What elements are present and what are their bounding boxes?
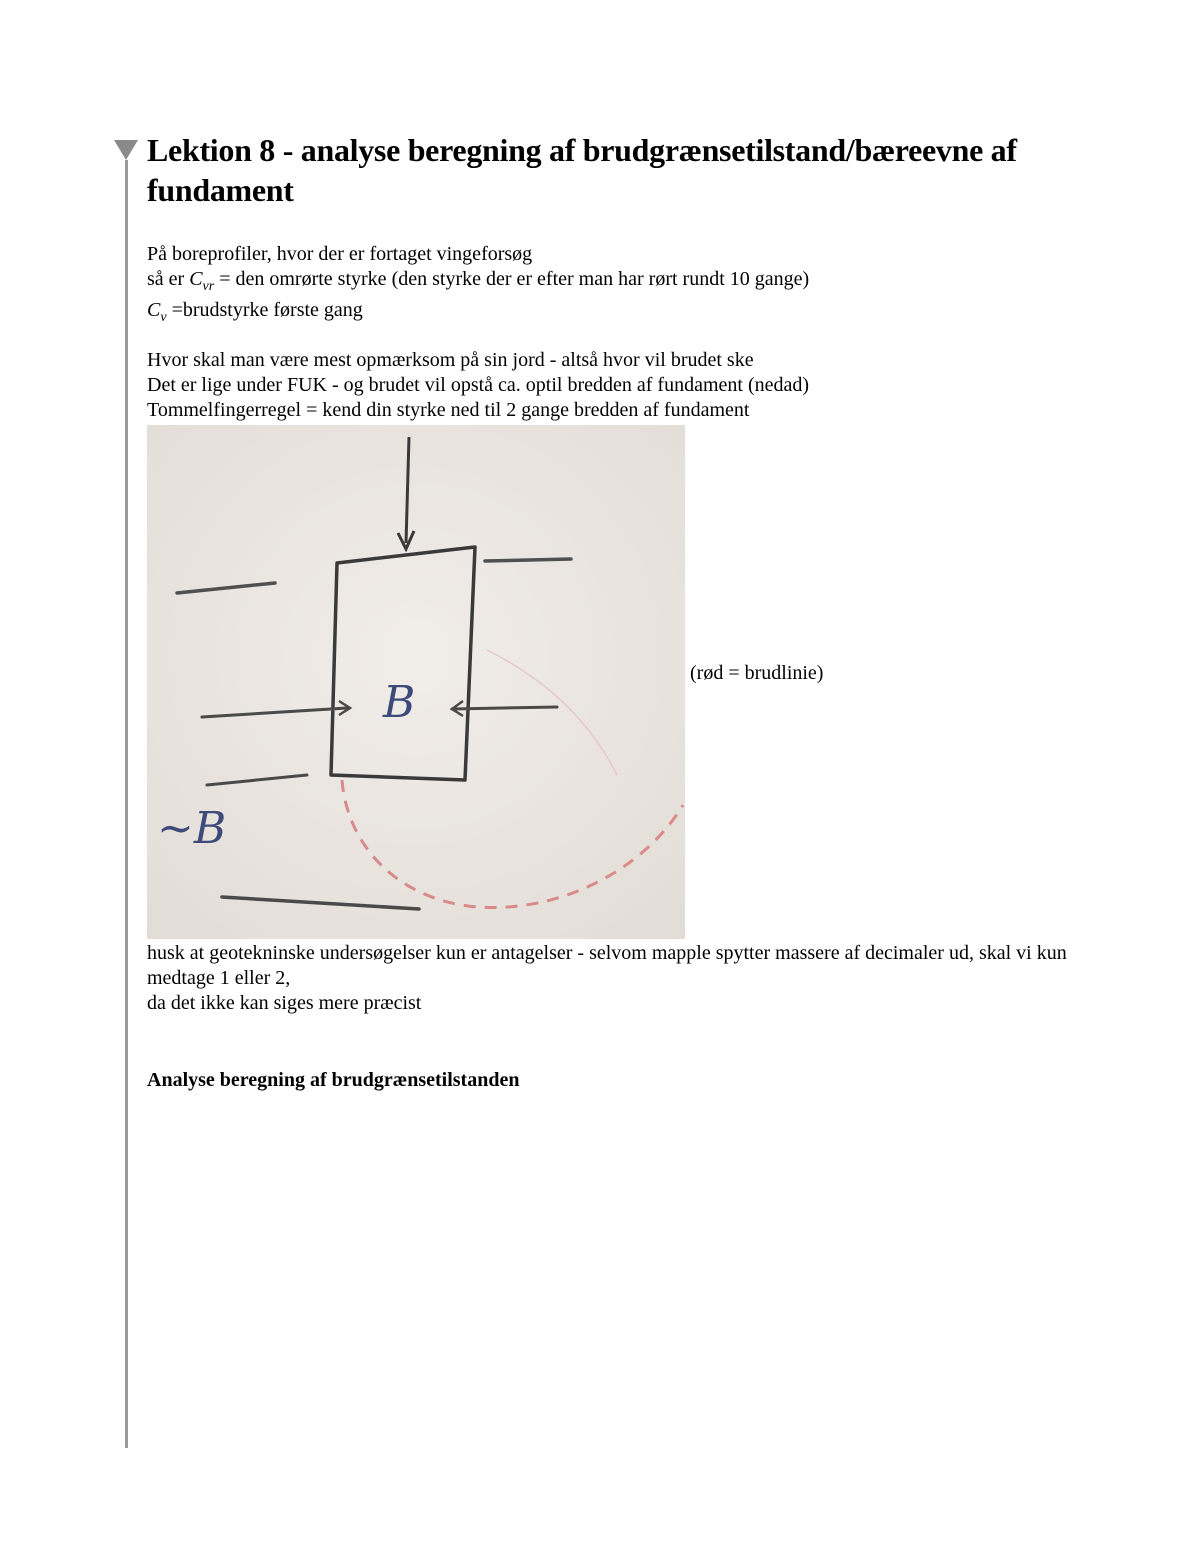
cv-letter: C [147,299,161,321]
notes-line-1: Hvor skal man være mest opmærksom på sin jord - altså hvor vil brudet ske [147,349,754,371]
figure-row [147,425,1107,941]
notes-line-3: Tommelfingerregel = kend din styrke ned til 2 gange bredden af fundament [147,399,750,421]
intro-line-1: På boreprofiler, hvor der er fortaget vingeforsøg [147,243,533,265]
remark-line-1: husk at geotekninske undersøgelser kun er antagelser - selvom mapple spytter massere af decimaler ud, skal vi kun medtage 1 eller 2, [147,942,1067,989]
intro-line-3 [147,292,1107,328]
subheading: Analyse beregning af brudgrænsetilstanden [147,1069,520,1091]
intro-paragraph [147,242,1107,328]
section-outline-bar [125,160,128,1448]
remark-line-2: da det ikke kan siges mere præcist [147,992,422,1014]
paper-background [147,425,685,939]
width-arrow-right [452,707,557,709]
terrain-line-right [485,559,571,561]
intro-line-2-prefix: så er [147,268,190,290]
foundation-sketch-photo [147,425,685,939]
cvr-subscript: vr [202,279,215,294]
intro-line-3-suffix: =brudstyrke første gang [166,299,363,321]
collapse-triangle-icon[interactable] [114,140,138,160]
label-b: B [383,677,416,728]
foundation-sketch [147,425,685,939]
label-approx-b: ~B [157,803,227,854]
notes-paragraph [147,348,1107,423]
document-content [147,130,1107,1093]
intro-line-2 [147,267,1107,292]
intro-line-2-suffix: = den omrørte styrke (den styrke der er efter man har rørt rundt 10 gange) [214,268,810,290]
notes-line-2: Det er lige under FUK - og brudet vil opstå ca. optil bredden af fundament (nedad) [147,374,810,396]
cvr-letter: C [189,268,203,290]
remark-paragraph [147,941,1107,1016]
cv-symbol [147,299,167,325]
figure-caption: (rød = brudlinie) [690,662,824,684]
cv-subscript: v [160,310,167,325]
cvr-symbol [189,268,215,294]
section-title: Lektion 8 - analyse beregning af brudgrænsetilstand/bæreevne af fundament [147,132,1017,208]
